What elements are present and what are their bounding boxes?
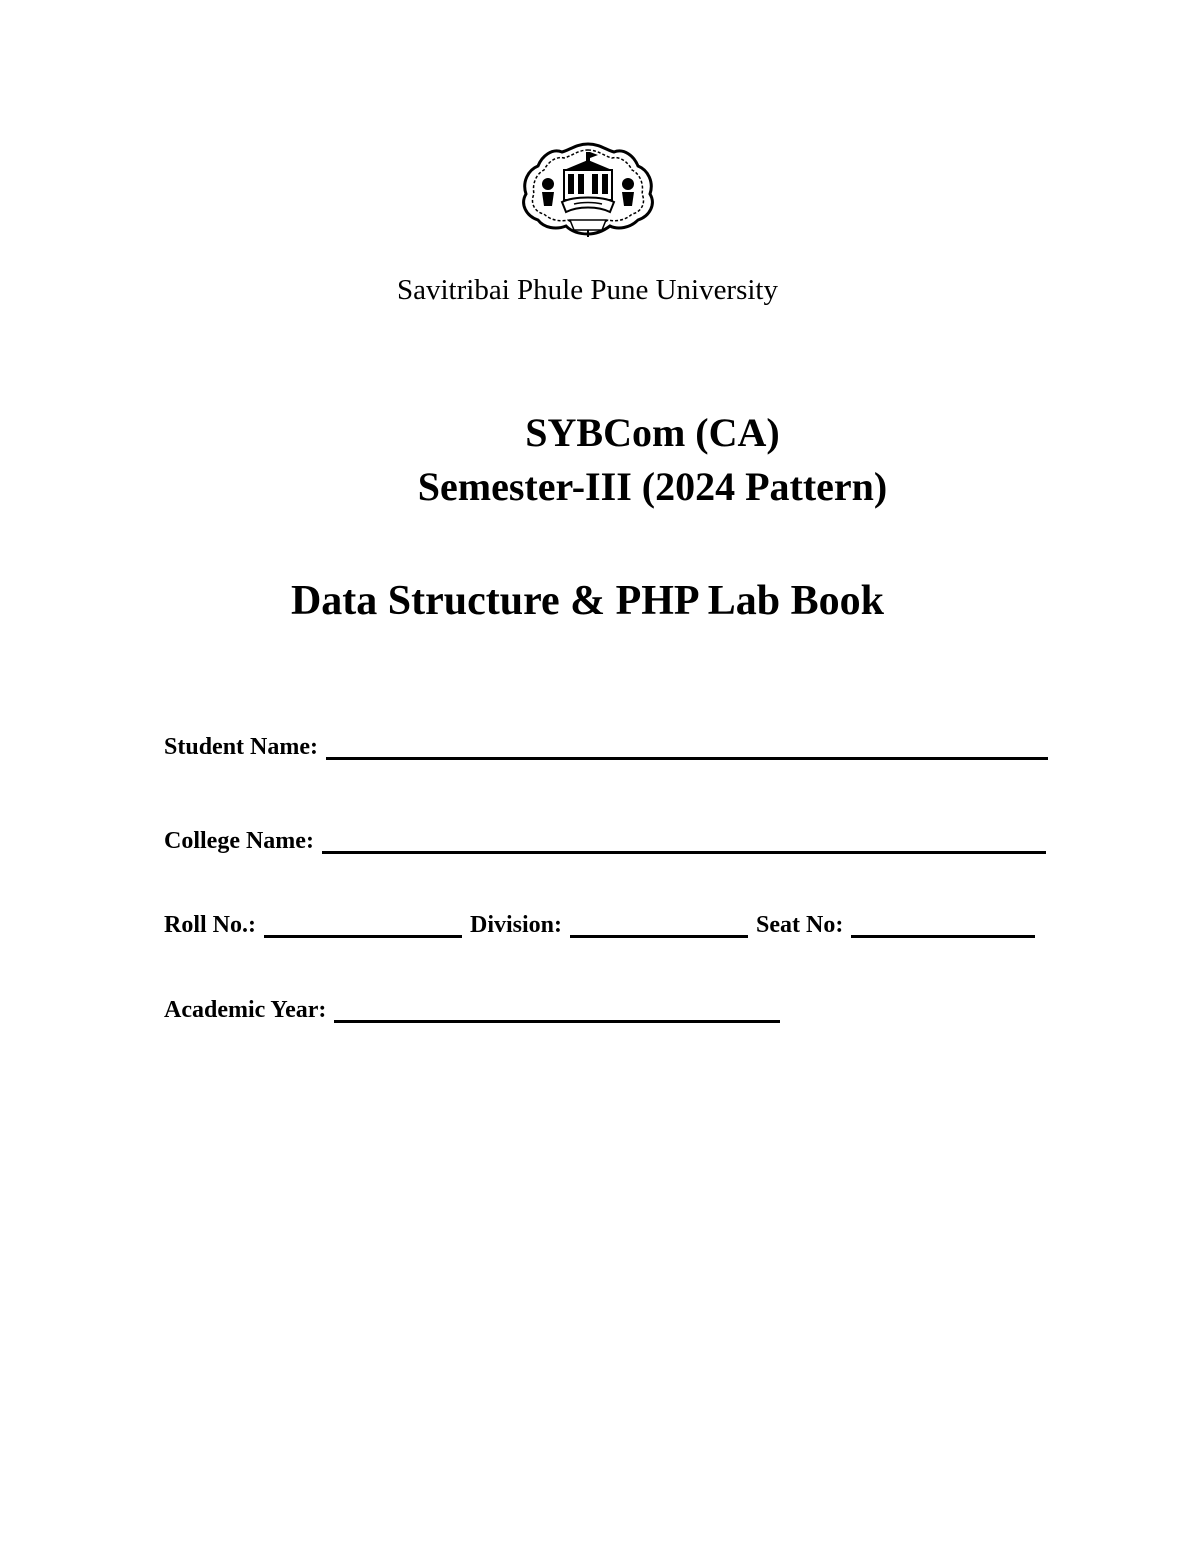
roll-no-field[interactable] [264, 909, 462, 938]
roll-no-label: Roll No.: [164, 912, 256, 938]
student-name-row [164, 728, 1048, 762]
division-field[interactable] [570, 909, 748, 938]
semester-pattern: Semester-III (2024 Pattern) [417, 464, 888, 509]
course-name: SYBCom (CA) [525, 410, 780, 455]
student-name-field[interactable] [326, 731, 1048, 760]
seat-no-label: Seat No: [756, 912, 844, 938]
page-title: Data Structure & PHP Lab Book [290, 578, 885, 624]
division-label: Division: [470, 912, 563, 938]
roll-division-seat-row [164, 906, 1035, 940]
university-seal-icon [518, 140, 658, 238]
college-name-label: College Name: [164, 828, 314, 854]
college-name-field[interactable] [322, 825, 1046, 854]
college-name-row [164, 822, 1046, 856]
university-name: Savitribai Phule Pune University [397, 274, 778, 306]
student-name-label: Student Name: [164, 734, 318, 760]
academic-year-field[interactable] [334, 994, 780, 1023]
academic-year-label: Academic Year: [164, 997, 327, 1023]
academic-year-row [164, 991, 780, 1025]
seat-no-field[interactable] [851, 909, 1035, 938]
